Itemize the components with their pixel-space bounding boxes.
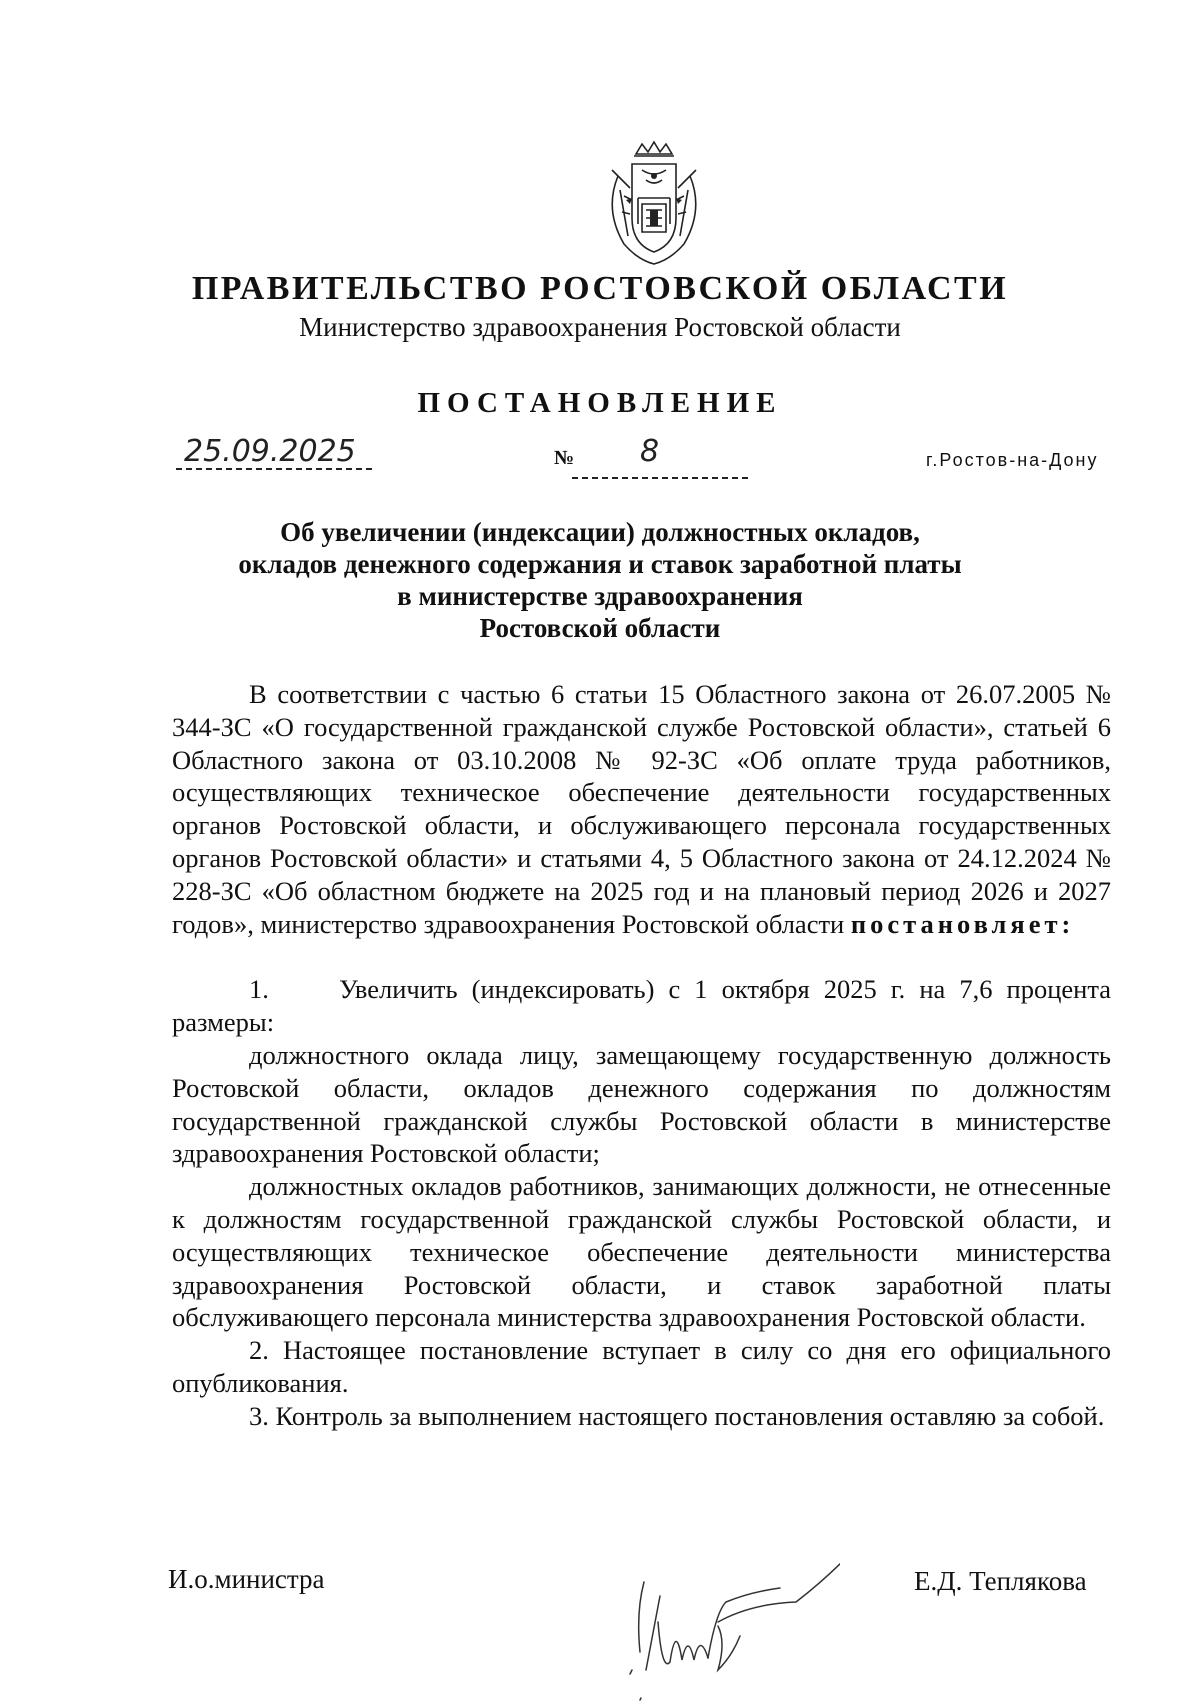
document-type: ПОСТАНОВЛЕНИЕ [417, 387, 783, 419]
document-subject [0, 516, 1200, 644]
coat-of-arms-emblem [598, 140, 710, 268]
number-underline [572, 477, 748, 479]
preamble-paragraph [172, 678, 1111, 940]
signer-name: Е.Д. Теплякова [914, 1566, 1087, 1596]
government-title: ПРАВИТЕЛЬСТВО РОСТОВСКОЙ ОБЛАСТИ [191, 270, 1009, 307]
decree-word: постановляет: [850, 908, 1075, 939]
subject-line: Об увеличении (индексации) должностных окладов, [280, 517, 920, 547]
document-body [172, 678, 1111, 1433]
handwritten-signature [600, 1552, 840, 1702]
document-date: 25.09.2025 [184, 434, 356, 469]
item-1-subitem-a: должностного оклада лицу, замещающему государственную должность Ростовской области, окладов денежного содержания по должностям государственной гражданской службы Ростовской области в министерстве здравоохранения Ростовской области; [172, 1039, 1111, 1169]
document-number: 8 [640, 434, 660, 469]
preamble-text: В соответствии с частью 6 статьи 15 Областного закона от 26.07.2005 № 344-ЗС «О государственной гражданской службе Ростовской области», статьей 6 Областного закона от 03.10.2008 № 92-ЗС «Об оплате труда работников, осуществляющих техническое обеспечение деятельности государственных органов Ростовской области, и обслуживающего персонала государственных органов Ростовской области» и статьями 4, 5 Областного закона от 24.12.2024 № 228-ЗС «Об областном бюджете на 2025 год и на плановый период 2026 и 2027 годов», министерство здравоохранения Ростовской области [172, 679, 1111, 939]
signer-role: И.о.министра [168, 1564, 325, 1594]
item-3: 3. Контроль за выполнением настоящего постановления оставляю за собой. [249, 1400, 1105, 1431]
date-underline [176, 468, 372, 470]
subject-line: окладов денежного содержания и ставок заработной платы [238, 549, 962, 579]
item-2: 2. Настоящее постановление вступает в силу со дня его официального опубликования. [172, 1335, 1111, 1398]
item-1-subitem-b: должностных окладов работников, занимающих должности, не отнесенные к должностям государственной гражданской службы Ростовской области, и осуществляющих техническое обеспечение деятельности министерства здравоохранения Ростовской области, и ставок заработной платы обслуживающего персонала министерства здравоохранения Ростовской области. [172, 1171, 1111, 1333]
ministry-name: Министерство здравоохранения Ростовской области [299, 312, 901, 342]
subject-line: в министерстве здравоохранения [397, 581, 803, 611]
item-1: 1. Увеличить (индексировать) с 1 октября 2025 г. на 7,6 процента размеры: [172, 974, 1111, 1038]
number-label: № [554, 447, 575, 469]
subject-line: Ростовской области [479, 613, 721, 643]
city: г.Ростов-на-Дону [926, 450, 1099, 470]
